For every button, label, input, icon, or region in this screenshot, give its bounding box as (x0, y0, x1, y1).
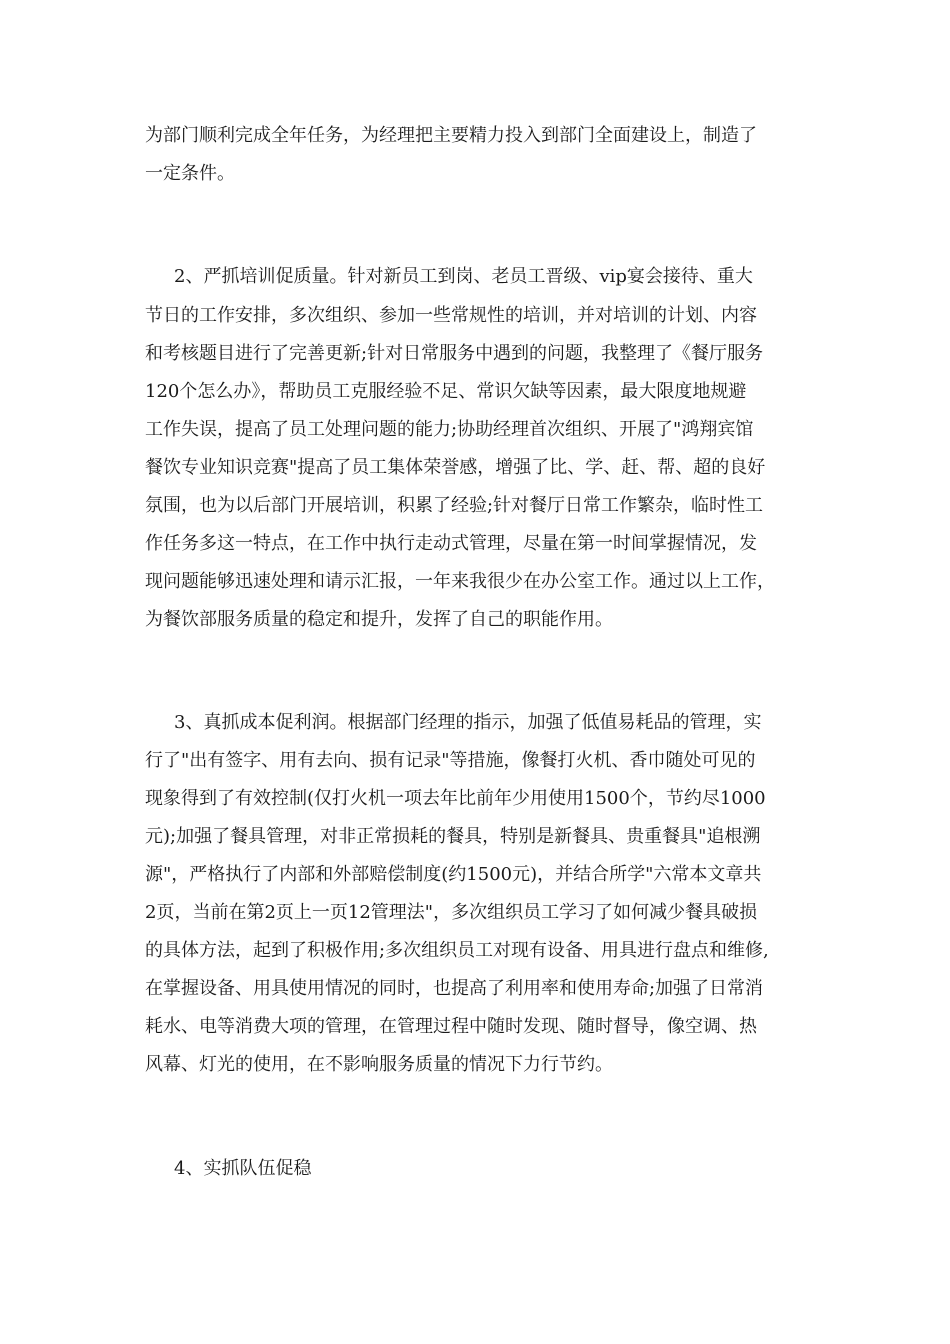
text-line: 风幕、灯光的使用，在不影响服务质量的情况下力行节约。 (145, 1054, 613, 1075)
text-line: 和考核题目进行了完善更新;针对日常服务中遇到的问题，我整理了《餐厅服务 (145, 343, 764, 364)
text-line: 现问题能够迅速处理和请示汇报，一年来我很少在办公室工作。通过以上工作， (145, 571, 775, 592)
text-line: 2、严抓培训促质量。针对新员工到岗、老员工晋级、vip宴会接待、重大 (174, 266, 753, 287)
text-line: 作任务多这一特点，在工作中执行走动式管理，尽量在第一时间掌握情况，发 (145, 533, 757, 554)
text-line: 在掌握设备、用具使用情况的同时，也提高了利用率和使用寿命;加强了日常消 (145, 978, 764, 999)
text-line: 为餐饮部服务质量的稳定和提升，发挥了自己的职能作用。 (145, 609, 613, 630)
text-line: 为部门顺利完成全年任务，为经理把主要精力投入到部门全面建设上，制造了 (145, 125, 757, 146)
text-line: 2页，当前在第2页上一页12管理法"，多次组织员工学习了如何减少餐具破损 (145, 902, 758, 923)
text-line: 120个怎么办》，帮助员工克服经验不足、常识欠缺等因素，最大限度地规避 (145, 381, 747, 402)
text-line: 元);加强了餐具管理，对非正常损耗的餐具，特别是新餐具、贵重餐具"追根溯 (145, 826, 761, 847)
text-line: 餐饮专业知识竞赛"提高了员工集体荣誉感，增强了比、学、赶、帮、超的良好 (145, 457, 766, 478)
text-line: 行了"出有签字、用有去向、损有记录"等措施，像餐打火机、香巾随处可见的 (145, 750, 756, 771)
text-line: 的具体方法，起到了积极作用;多次组织员工对现有设备、用具进行盘点和维修, (145, 940, 769, 961)
text-line: 氛围，也为以后部门开展培训，积累了经验;针对餐厅日常工作繁杂，临时性工 (145, 495, 764, 516)
text-line: 4、实抓队伍促稳 (174, 1158, 312, 1179)
text-line: 工作失误，提高了员工处理问题的能力;协助经理首次组织、开展了"鸿翔宾馆 (145, 419, 754, 440)
text-line: 耗水、电等消费大项的管理，在管理过程中随时发现、随时督导，像空调、热 (145, 1016, 757, 1037)
text-line: 源"，严格执行了内部和外部赔偿制度(约1500元)，并结合所学"六常本文章共 (145, 864, 762, 885)
text-line: 3、真抓成本促利润。根据部门经理的指示，加强了低值易耗品的管理，实 (174, 712, 762, 733)
text-line: 现象得到了有效控制(仅打火机一项去年比前年少用使用1500个，节约尽1000 (145, 788, 766, 809)
text-line: 节日的工作安排，多次组织、参加一些常规性的培训，并对培训的计划、内容 (145, 305, 757, 326)
text-line: 一定条件。 (145, 163, 235, 184)
